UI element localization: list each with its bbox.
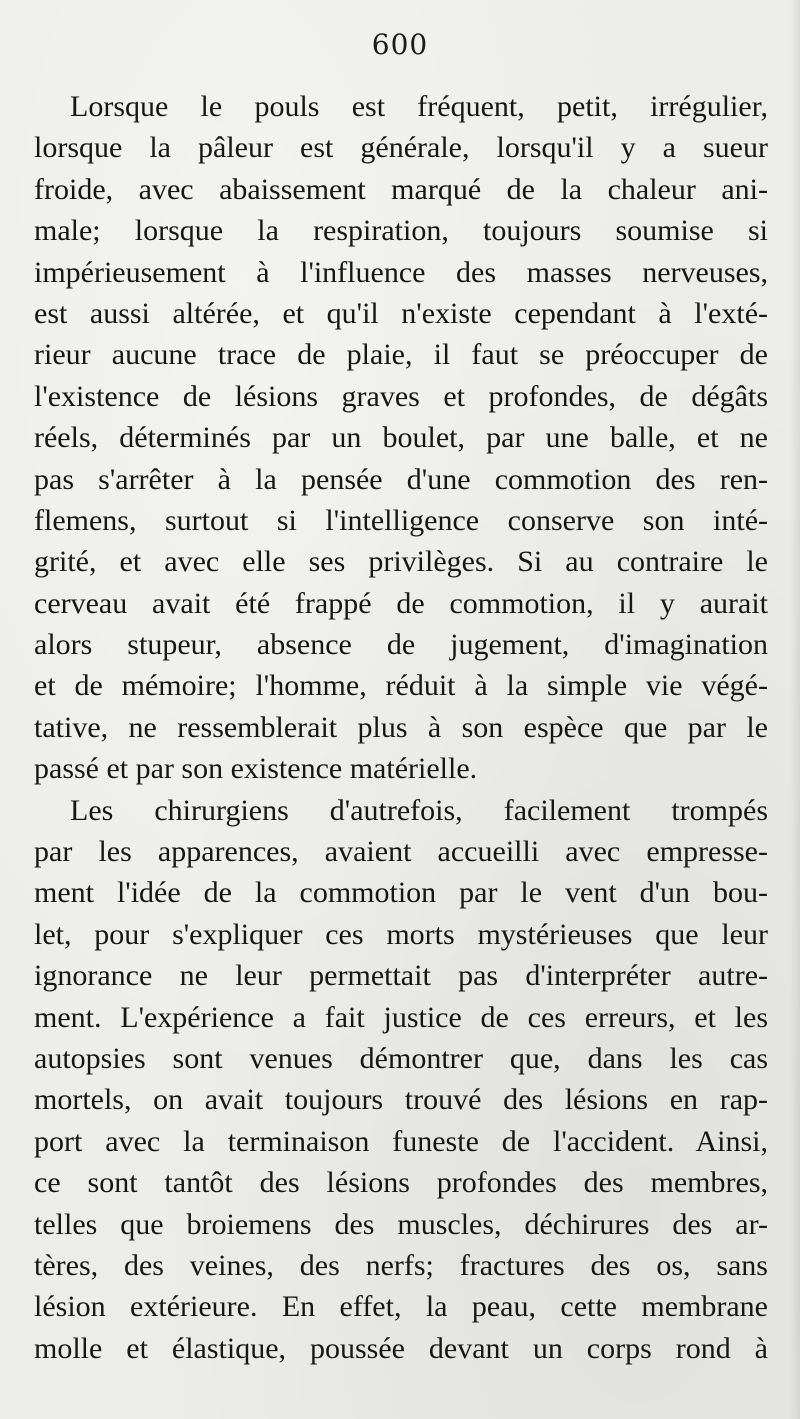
text-line: froide, avec abaissement marqué de la chaleur ani- — [34, 172, 768, 206]
text-line: tères, des veines, des nerfs; fractures des os, sans — [34, 1248, 768, 1282]
text-line: ment l'idée de la commotion par le vent d'un bou- — [34, 876, 768, 910]
page-number: 600 — [371, 28, 429, 61]
text-line: tative, ne ressemblerait plus à son espèce que par le — [34, 710, 768, 744]
text-line: male; lorsque la respiration, toujours soumise si — [34, 214, 768, 248]
text-line: molle et élastique, poussée devant un corps rond à — [34, 1331, 768, 1365]
text-line: l'existence de lésions graves et profondes, de dégâts — [34, 379, 768, 413]
text-line: réels, déterminés par un boulet, par une balle, et ne — [34, 421, 768, 455]
page-edge-shadow — [790, 0, 800, 1419]
text-line: Lorsque le pouls est fréquent, petit, irrégulier, — [70, 90, 768, 123]
text-line: mortels, on avait toujours trouvé des lésions en rap- — [34, 1083, 768, 1117]
text-line: par les apparences, avaient accueilli avec empresse- — [34, 835, 768, 869]
text-line: autopsies sont venues démontrer que, dans les cas — [34, 1041, 768, 1075]
text-line: pas s'arrêter à la pensée d'une commotion des ren- — [34, 462, 768, 496]
text-line: ment. L'expérience a fait justice de ces erreurs, et les — [34, 1000, 768, 1034]
text-line: rieur aucune trace de plaie, il faut se préoccuper de — [34, 338, 768, 372]
text-line: lésion extérieure. En effet, la peau, cette membrane — [34, 1290, 768, 1324]
body-text — [34, 86, 768, 1369]
text-line: flemens, surtout si l'intelligence conserve son inté- — [34, 503, 768, 537]
text-line: ignorance ne leur permettait pas d'interpréter autre- — [34, 959, 768, 993]
text-line: port avec la terminaison funeste de l'accident. Ainsi, — [34, 1124, 768, 1158]
text-line: et de mémoire; l'homme, réduit à la simple vie végé- — [34, 669, 768, 703]
text-line: est aussi altérée, et qu'il n'existe cependant à l'exté- — [34, 296, 768, 330]
text-line: let, pour s'expliquer ces morts mystérieuses que leur — [34, 917, 768, 951]
text-line: alors stupeur, absence de jugement, d'imagination — [34, 628, 768, 662]
text-line: Les chirurgiens d'autrefois, facilement trompés — [70, 793, 768, 827]
text-line: passé et par son existence matérielle. — [34, 752, 478, 786]
text-line: cerveau avait été frappé de commotion, il y aurait — [34, 586, 768, 620]
text-line: impérieusement à l'influence des masses nerveuses, — [34, 255, 768, 289]
text-line: grité, et avec elle ses privilèges. Si au contraire le — [34, 545, 768, 579]
text-line: ce sont tantôt des lésions profondes des membres, — [34, 1166, 768, 1200]
text-line: lorsque la pâleur est générale, lorsqu'il y a sueur — [34, 131, 768, 165]
text-line: telles que broiemens des muscles, déchirures des ar- — [34, 1207, 768, 1241]
